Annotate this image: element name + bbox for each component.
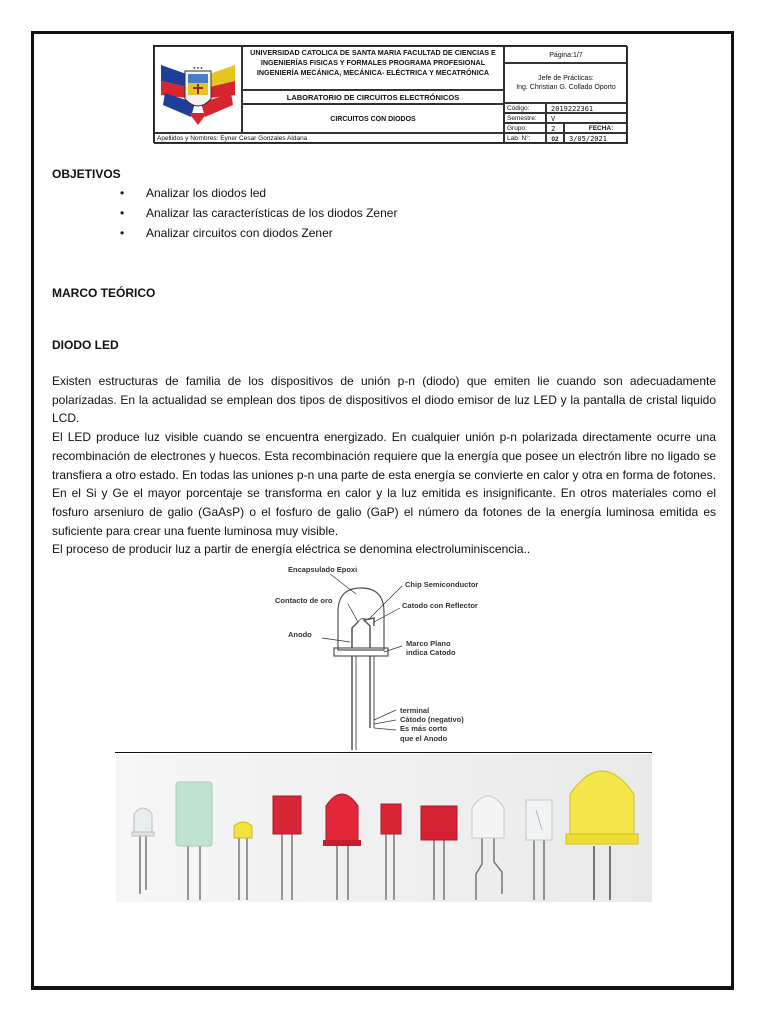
paragraph: El proceso de producir luz a partir de energía eléctrica se denomina electroluminiscencia..: [52, 542, 531, 557]
label-terminal: terminal: [400, 706, 430, 715]
university-name: UNIVERSIDAD CATOLICA DE SANTA MARIA FACULTAD DE CIENCIAS E INGENIERÍAS FISICAS Y FORMALES PROGRAMA PROFESIONAL INGENIERÍA MECÁNICA, MECÁNICA- ELÉCTRICA Y MECATRÓNICA: [242, 46, 504, 90]
label-catodo-negativo: Cátodo (negativo): [400, 715, 464, 724]
fecha-value: 3/05/2021: [564, 133, 628, 144]
list-item: • Analizar las características de los diodos Zener: [120, 203, 397, 223]
semestre-value: V: [546, 113, 628, 123]
university-crest-icon: [155, 47, 241, 132]
label-catodo-reflector: Catodo con Reflector: [402, 601, 478, 610]
label-contacto: Contacto de oro: [275, 596, 333, 605]
header-table: [153, 45, 627, 143]
diodo-led-text: [52, 372, 716, 559]
codigo-value: 2019222361: [546, 103, 628, 113]
lab-title: LABORATORIO DE CIRCUITOS ELECTRÓNICOS: [242, 90, 504, 104]
lab-number-label: Lab. N°:: [504, 133, 546, 144]
jefe-title: Jefe de Prácticas:: [538, 75, 594, 82]
jefe-name: Ing. Christian G. Collado Oporto: [516, 84, 616, 91]
label-mas-corto: Es más corto: [400, 724, 448, 733]
label-anodo: Anodo: [288, 630, 312, 639]
grupo-value: 2: [546, 123, 564, 133]
label-encapsulado: Encapsulado Epoxi: [288, 565, 358, 574]
led-photo: [116, 754, 652, 902]
label-indica-catodo: indica Catodo: [406, 648, 456, 657]
list-item: • Analizar los diodos led: [120, 183, 397, 203]
objetivos-heading: OBJETIVOS: [52, 167, 121, 181]
codigo-label: Código:: [504, 103, 546, 113]
label-chip: Chip Semiconductor: [405, 580, 479, 589]
jefe-practicas: [504, 63, 628, 103]
grupo-label: Grupo:: [504, 123, 546, 133]
led-diagram-drawing: [250, 560, 510, 756]
svg-text:● ● ●: ● ● ●: [193, 65, 203, 70]
label-que-anodo: que el Anodo: [400, 734, 448, 743]
led-diagram: [250, 560, 510, 756]
divider: [115, 752, 652, 753]
university-logo: [154, 46, 242, 133]
page-number: Página:1/7: [504, 46, 628, 63]
led-photo-image: [116, 754, 652, 902]
list-item: • Analizar circuitos con diodos Zener: [120, 223, 397, 243]
paragraph: Existen estructuras de familia de los dispositivos de unión p-n (diodo) que emiten lie cuando son adecuadamente polarizadas. En la actualidad se emplean dos tipos de dispositivos el diodo emisor de luz LED y la pantalla de cristal liquido LCD.: [52, 374, 716, 426]
marco-teorico-heading: MARCO TEÓRICO: [52, 286, 156, 300]
objetivos-list: [120, 183, 397, 243]
semestre-label: Semestre:: [504, 113, 546, 123]
label-marco-plano: Marco Plano: [406, 639, 451, 648]
lab-number-value: 02: [546, 133, 564, 144]
fecha-label: FECHA:: [564, 123, 628, 133]
paragraph: El LED produce luz visible cuando se encuentra energizado. En cualquier unión p-n polarizada directamente ocurre una recombinación de electrones y huecos. Esta recombinación requiere que la energía que posee un electrón libre no ligado se transfiera a otro estado. En todas las uniones p-n una parte de esta energía se convierte en calor y otra en forma de fotones. En el Si y Ge el mayor porcentaje se transforma en calor y la luz emitida es insignificante. En otros materiales como el fosfuro arseniuro de galio (GaAsP) o el fosfuro de galio (GaP) el número da fotones de la energía luminosa emitida es suficiente para crear una fuente luminosa muy visible.: [52, 430, 716, 538]
topic-title: CIRCUITOS CON DIODOS: [242, 104, 504, 133]
diodo-led-heading: DIODO LED: [52, 338, 119, 352]
apellidos-nombres: Apellidos y Nombres: Eyner Cesar Gonzales Aldana: [154, 133, 504, 144]
